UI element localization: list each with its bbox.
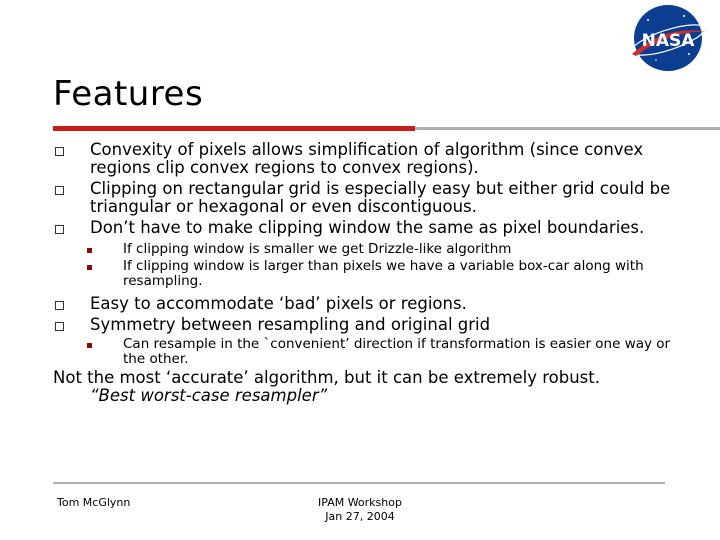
conclusion-quote: “Best worst-case resampler”	[90, 386, 328, 405]
sub-bullet-item: Can resample in the `convenient’ direction if transformation is easier one way or the other.	[53, 337, 693, 367]
conclusion	[53, 369, 693, 405]
footer-event-name: IPAM Workshop	[318, 496, 402, 509]
bullet-item: Easy to accommodate ‘bad’ pixels or regions.	[53, 295, 693, 313]
title-rule	[415, 127, 720, 130]
hollow-square-bullet-icon	[55, 225, 64, 234]
nasa-logo	[626, 2, 710, 74]
filled-square-bullet-icon	[87, 248, 92, 253]
footer-event	[300, 496, 420, 524]
bullet-item: Clipping on rectangular grid is especially easy but either grid could be triangular or hexagonal or even discontiguous.	[53, 180, 693, 216]
filled-square-bullet-icon	[87, 343, 92, 348]
bullet-item: Don’t have to make clipping window the same as pixel boundaries.	[53, 219, 693, 237]
bullet-item: Convexity of pixels allows simplification of algorithm (since convex regions clip convex regions to convex regions).	[53, 141, 693, 177]
sub-bullet-item: If clipping window is smaller we get Drizzle-like algorithm	[53, 242, 693, 257]
hollow-square-bullet-icon	[55, 147, 64, 156]
footer-date: Jan 27, 2004	[325, 510, 395, 523]
hollow-square-bullet-icon	[55, 186, 64, 195]
title-rule-accent	[53, 126, 415, 131]
conclusion-text: Not the most ‘accurate’ algorithm, but it can be extremely robust.	[53, 368, 600, 387]
bullet-item: Symmetry between resampling and original grid	[53, 316, 693, 334]
svg-text:NASA: NASA	[641, 31, 695, 51]
filled-square-bullet-icon	[87, 265, 92, 270]
slide-body	[53, 141, 693, 405]
sub-bullet-item: If clipping window is larger than pixels we have a variable box-car along with resampling.	[53, 259, 693, 289]
hollow-square-bullet-icon	[55, 322, 64, 331]
footer-rule	[53, 482, 665, 484]
hollow-square-bullet-icon	[55, 301, 64, 310]
footer-author: Tom McGlynn	[57, 496, 131, 509]
slide-title: Features	[53, 74, 204, 114]
